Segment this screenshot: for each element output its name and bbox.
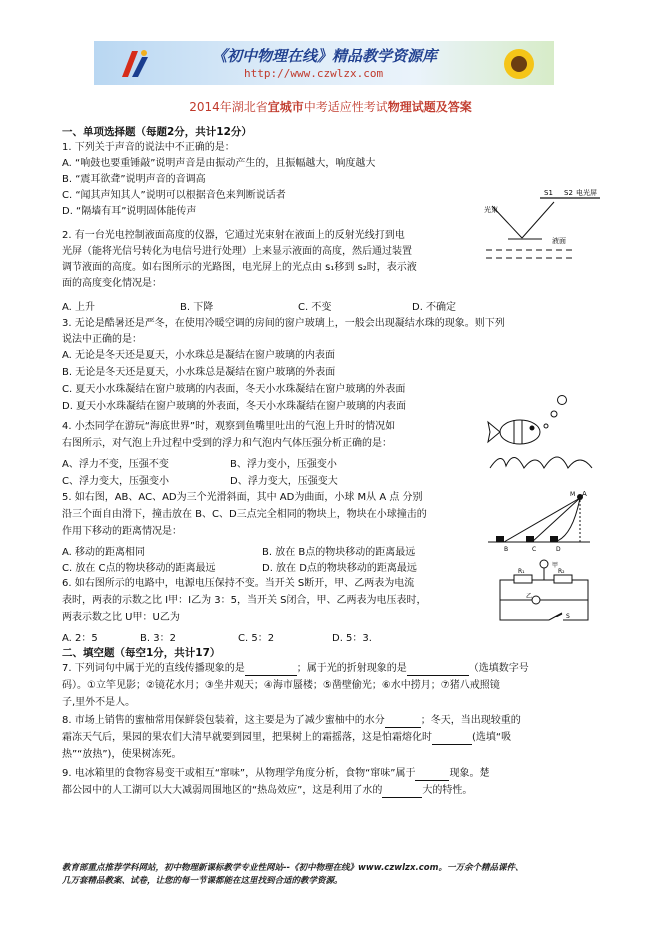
q1-stem: 1. 下列关于声音的说法中不正确的是： (62, 142, 235, 153)
q1-option-c: C. “闻其声知其人”说明可以根据音色来判断说话者 (62, 190, 286, 201)
q8-text-2b: (选填“吸 (472, 732, 512, 743)
q4-line-2: 右图所示，对气泡上升过程中受到的浮力和气泡内气体压强分析正确的是： (62, 438, 392, 449)
q2-line-1: 2. 有一台光电控制液面高度的仪器，它通过光束射在液面上的反射光线打到电 (62, 230, 405, 241)
q2-option-b: B. 下降 (180, 302, 214, 313)
q9-line-1 (62, 767, 489, 781)
q5-line-3: 作用下移动的距离情况是： (62, 526, 182, 537)
q4-option-c: C、浮力变大，压强变小 (62, 476, 169, 487)
q7-text-1b: ；属于光的折射现象的是 (296, 663, 407, 674)
footer-line-1: 教育部重点推荐学科网站，初中物理新课标教学专业性网站--《初中物理在线》www.czwlzx.com。一万余个精品课件、 (62, 863, 524, 873)
q2-fig-liquid: 液面 (552, 237, 566, 245)
q1-option-d: D. “隔墙有耳”说明固体能传声 (62, 206, 197, 217)
q9-blank-2[interactable] (382, 797, 422, 798)
q4-option-b: B、浮力变小，压强变小 (230, 459, 337, 470)
q6-fig-meter-yi: 乙 (526, 593, 533, 600)
footer-line-2: 几万套精品教案、试卷，让您的每一节课都能在这里找到合适的教学资源。 (62, 876, 343, 886)
q2-option-d: D. 不确定 (412, 302, 457, 313)
q6-line-2: 表时，两表的示数之比 I甲：I乙为 3：5，当开关 S闭合，甲、乙两表为电压表时， (62, 595, 427, 606)
q2-line-2: 光屏（能将光信号转化为电信号进行处理）上来显示液面的高度，然后通过装置 (62, 246, 412, 257)
title-part-subject: 物理试题及答案 (387, 100, 472, 114)
q4-fish-bubble-figure (484, 388, 594, 470)
q8-line-3: 热”“放热”)，使果树冻死。 (62, 749, 182, 760)
section-heading-fill: 二、填空题（每空1分，共计17） (62, 647, 221, 659)
q2-light-path-figure (482, 186, 602, 268)
q3-option-c: C. 夏天小水珠凝结在窗户玻璃的内表面，冬天小水珠凝结在窗户玻璃的外表面 (62, 384, 406, 395)
q9-line-2 (62, 784, 472, 798)
q9-blank-1[interactable] (415, 780, 449, 781)
q7-blank-2[interactable] (407, 675, 469, 676)
q6-line-1: 6. 如右图所示的电路中，电源电压保持不变。当开关 S断开，甲、乙两表为电流 (62, 578, 415, 589)
q6-fig-r1: R₁ (518, 568, 525, 575)
banner-title: 《初中物理在线》精品教学资源库 (212, 47, 438, 65)
q5-fig-label-a: A (582, 490, 587, 498)
q5-fig-label-c: C (532, 546, 537, 553)
q8-text-1b: ；冬天，当出现较重的 (420, 715, 521, 726)
q6-option-b: B. 3：2 (140, 633, 176, 644)
q4-line-1: 4. 小杰同学在游玩“海底世界”时，观察到鱼嘴里吐出的气泡上升时的情况如 (62, 421, 396, 432)
q5-option-c: C. 放在 C点的物块移动的距离最远 (62, 563, 216, 574)
q5-line-2: 沿三个面自由滑下，撞击放在 B、C、D三点完全相同的物块上，物块在小球撞击的 (62, 509, 427, 520)
q5-fig-label-d: D (556, 546, 561, 553)
document-title (0, 98, 661, 115)
q3-option-d: D. 夏天小水珠凝结在窗户玻璃的外表面，冬天小水珠凝结在窗户玻璃的内表面 (62, 401, 407, 412)
q5-option-a: A. 移动的距离相同 (62, 547, 146, 558)
q2-fig-screen: 电光屏 (576, 189, 597, 197)
q5-option-d: D. 放在 D点的物块移动的距离最远 (262, 563, 417, 574)
q1-option-a: A. “响鼓也要重锤敲”说明声音是由振动产生的，且振幅越大，响度越大 (62, 158, 376, 169)
q5-line-1: 5. 如右图，AB、AC、AD为三个光滑斜面，其中 AD为曲面，小球 M从 A 点 分别 (62, 492, 423, 503)
q2-fig-s1: S1 (544, 189, 553, 197)
q2-fig-s2: S2 (564, 189, 573, 197)
q8-line-2 (62, 731, 511, 745)
q9-text-2b: 大的特性。 (422, 785, 473, 796)
q8-blank-1[interactable] (385, 727, 421, 728)
q6-option-a: A. 2：5 (62, 633, 98, 644)
q2-line-3: 调节液面的高度。如右图所示的光路图，电光屏上的光点由 s₁移到 s₂时，表示液 (62, 262, 417, 273)
q4-option-d: D、浮力变大，压强变大 (230, 476, 338, 487)
q9-text-1a: 9. 电冰箱里的食物容易变干或相互“窜味”，从物理学角度分析，食物“窜味”属于 (62, 768, 416, 779)
q6-circuit-figure (492, 558, 598, 626)
sunflower-icon (492, 45, 546, 83)
q5-incline-figure (486, 488, 596, 554)
q8-text-1a: 8. 市场上销售的蜜柚常用保鲜袋包装着，这主要是为了减少蜜柚中的水分 (62, 715, 385, 726)
q8-blank-2[interactable] (432, 744, 472, 745)
site-logo-icon (118, 47, 152, 81)
q2-option-c: C. 不变 (298, 302, 332, 313)
q6-option-d: D. 5：3. (332, 633, 372, 644)
page-footer (62, 862, 523, 888)
q3-option-b: B. 无论是冬天还是夏天，小水珠总是凝结在窗户玻璃的外表面 (62, 367, 336, 378)
q8-text-2a: 霜冻天气后，果园的果农们大清早就要到园里，把果树上的霜摇落，这是怕霜熔化时 (62, 732, 432, 743)
q6-fig-meter-jia: 甲 (552, 562, 559, 569)
title-part-city: 宜城市 (267, 100, 304, 114)
q5-fig-label-b: B (504, 546, 509, 553)
q7-blank-1[interactable] (245, 675, 297, 676)
q6-option-c: C. 5：2 (238, 633, 275, 644)
q6-fig-switch: S (566, 613, 570, 620)
q3-option-a: A. 无论是冬天还是夏天，小水珠总是凝结在窗户玻璃的内表面 (62, 350, 336, 361)
q5-fig-label-m: M (570, 491, 576, 498)
header-banner (94, 41, 554, 85)
q7-text-1c: （选填数字号 (468, 663, 529, 674)
title-part-year: 2014年湖北省 (189, 100, 268, 114)
q7-line-2: 码）。①立竿见影；②镜花水月；③坐井观天；④海市蜃楼；⑤凿壁偷光；⑥水中捞月；⑦猪八戒照镜 (62, 680, 500, 691)
section-heading-choice: 一、单项选择题（每题2分，共计12分） (62, 126, 252, 138)
q9-text-2a: 都公园中的人工湖可以大大减弱周围地区的“热岛效应”，这是利用了水的 (62, 785, 383, 796)
q7-line-3: 子,里外不是人。 (62, 697, 136, 708)
q7-line-1 (62, 662, 529, 676)
title-part-exam: 中考适应性考试 (303, 100, 388, 114)
q6-line-3: 两表示数之比 U甲：U乙为 (62, 612, 180, 623)
banner-url: http://www.czwlzx.com (244, 67, 384, 80)
q2-line-4: 面的高度变化情况是： (62, 278, 162, 289)
q9-text-1b: 现象。楚 (449, 768, 490, 779)
q1-option-b: B. “震耳欲聋”说明声音的音调高 (62, 174, 206, 185)
q2-option-a: A. 上升 (62, 302, 96, 313)
q6-fig-r2: R₂ (558, 568, 565, 575)
q7-text-1a: 7. 下列词句中属于光的直线传播现象的是 (62, 663, 245, 674)
q4-option-a: A、浮力不变，压强不变 (62, 459, 169, 470)
q3-line-2: 说法中正确的是： (62, 334, 142, 345)
q3-line-1: 3. 无论是酷暑还是严冬，在使用冷暖空调的房间的窗户玻璃上，一般会出现凝结水珠的现象。则下列 (62, 318, 505, 329)
q5-option-b: B. 放在 B点的物块移动的距离最远 (262, 547, 416, 558)
q8-line-1 (62, 714, 521, 728)
q2-fig-beam: 光束 (484, 206, 498, 214)
